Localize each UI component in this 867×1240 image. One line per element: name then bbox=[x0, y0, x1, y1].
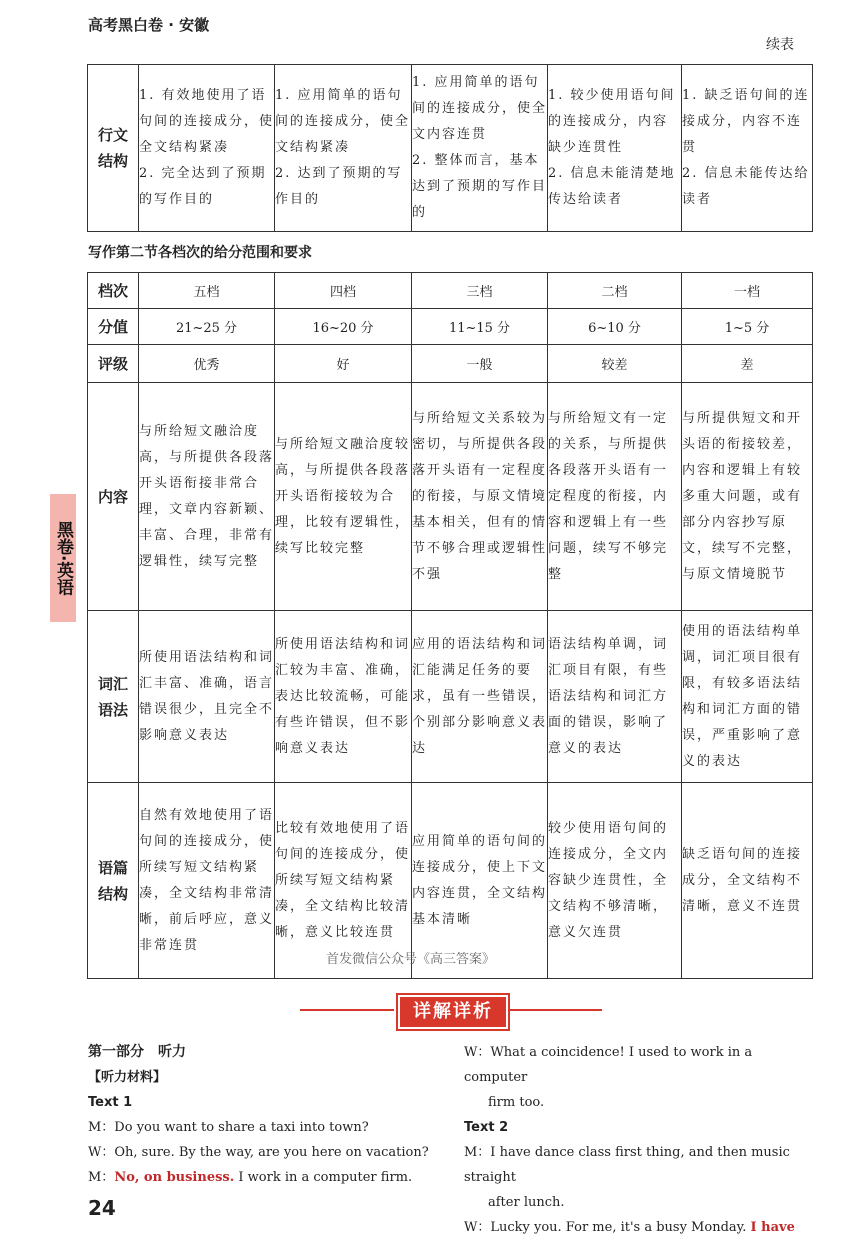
row-header-discourse: 语篇 结构 bbox=[88, 783, 139, 979]
continued-label: 续表 bbox=[766, 37, 794, 53]
table-cell: 与所给短文融洽度较高，与所提供各段落开头语衔接较为合理，比较有逻辑性，续写比较完整 bbox=[275, 383, 412, 611]
table-cell: 语法结构单调，词汇项目有限，有些语法结构和词汇方面的错误，影响了意义的表达 bbox=[548, 611, 682, 783]
table-cell: 应用的语法结构和词汇能满足任务的要求，虽有一些错误，个别部分影响意义表达 bbox=[412, 611, 548, 783]
table-cell: 与所提供短文和开头语的衔接较差，内容和逻辑上有较多重大问题，或有部分内容抄写原文，续写不完整，与原文情境脱节 bbox=[682, 383, 813, 611]
row-header-score: 分值 bbox=[88, 309, 139, 345]
text1-heading: Text 1 bbox=[88, 1095, 133, 1110]
score-cell: 21~25 分 bbox=[139, 309, 275, 345]
table-cell: 与所给短文有一定的关系，与所提供各段落开头语有一定程度的衔接，内容和逻辑上有一些问题，续写不够完整 bbox=[548, 383, 682, 611]
row-header-grade: 评级 bbox=[88, 345, 139, 383]
answer-highlight: I have bbox=[750, 1220, 795, 1235]
table-cell: 1. 缺乏语句间的连接成分，内容不连贯 2. 信息未能传达给读者 bbox=[682, 65, 813, 232]
section-banner: 详解详析 bbox=[398, 995, 508, 1029]
grade-cell: 优秀 bbox=[139, 345, 275, 383]
table-row bbox=[88, 65, 813, 232]
level-cell: 四档 bbox=[275, 273, 412, 309]
score-cell: 6~10 分 bbox=[548, 309, 682, 345]
watermark: 首发微信公众号《高三答案》 bbox=[326, 952, 496, 967]
table-cell: 1. 应用简单的语句间的连接成分，使全文内容连贯 2. 整体而言，基本达到了预期的写作目的 bbox=[412, 65, 548, 232]
dialogue-line-cont: after lunch. bbox=[488, 1195, 565, 1210]
part-heading: 第一部分 听力 bbox=[88, 1044, 186, 1060]
table-cell: 较少使用语句间的连接成分，全文内容缺少连贯性，全文结构不够清晰，意义欠连贯 bbox=[548, 783, 682, 979]
score-cell: 1~5 分 bbox=[682, 309, 813, 345]
table-cell: 1. 较少使用语句间的连接成分，内容缺少连贯性 2. 信息未能清楚地传达给读者 bbox=[548, 65, 682, 232]
table-cell: 所使用语法结构和词汇丰富、准确，语言错误很少，且完全不影响意义表达 bbox=[139, 611, 275, 783]
dialogue-line: W：Lucky you. For me, it's a busy Monday. I have bbox=[464, 1220, 795, 1235]
table-cell: 与所给短文关系较为密切，与所提供各段落开头语有一定程度的衔接，与原文情境基本相关，但有的情节不够合理或逻辑性不强 bbox=[412, 383, 548, 611]
level-cell: 一档 bbox=[682, 273, 813, 309]
row-header-level: 档次 bbox=[88, 273, 139, 309]
left-column bbox=[88, 1040, 448, 1190]
level-cell: 三档 bbox=[412, 273, 548, 309]
table-cell: 使用的语法结构单调，词汇项目很有限，有较多语法结构和词汇方面的错误，严重影响了意义的表达 bbox=[682, 611, 813, 783]
table-row bbox=[88, 273, 813, 309]
sidebar-tab: 黑卷·英语 bbox=[50, 494, 76, 622]
table-continued bbox=[87, 64, 813, 232]
right-column bbox=[464, 1040, 814, 1240]
row-header-content: 内容 bbox=[88, 383, 139, 611]
grade-cell: 好 bbox=[275, 345, 412, 383]
table-row bbox=[88, 345, 813, 383]
header-title: 高考黑白卷 · 安徽 bbox=[88, 16, 210, 34]
table-row bbox=[88, 611, 813, 783]
page-number: 24 bbox=[88, 1196, 116, 1220]
dialogue-line-cont: firm too. bbox=[488, 1095, 545, 1110]
grade-cell: 一般 bbox=[412, 345, 548, 383]
banner-rule-right bbox=[508, 1009, 602, 1011]
table-cell: 比较有效地使用了语句间的连接成分，使所续写短文结构紧凑，全文结构比较清晰，意义比较连贯 bbox=[275, 783, 412, 979]
table-cell: 所使用语法结构和词汇较为丰富、准确，表达比较流畅，可能有些许错误，但不影响意义表达 bbox=[275, 611, 412, 783]
table-cell: 1. 应用简单的语句间的连接成分，使全文结构紧凑 2. 达到了预期的写作目的 bbox=[275, 65, 412, 232]
text2-heading: Text 2 bbox=[464, 1120, 509, 1135]
row-header-structure: 行文 结构 bbox=[88, 65, 139, 232]
dialogue-line: M：I have dance class first thing, and then music straight bbox=[464, 1145, 790, 1185]
score-cell: 16~20 分 bbox=[275, 309, 412, 345]
table-cell: 自然有效地使用了语句间的连接成分，使所续写短文结构紧凑，全文结构非常清晰，前后呼应，意义非常连贯 bbox=[139, 783, 275, 979]
banner-rule-left bbox=[300, 1009, 394, 1011]
dialogue-line: M：Do you want to share a taxi into town? bbox=[88, 1120, 369, 1135]
row-header-grammar: 词汇 语法 bbox=[88, 611, 139, 783]
table-row bbox=[88, 383, 813, 611]
level-cell: 五档 bbox=[139, 273, 275, 309]
table-cell: 应用简单的语句间的连接成分，使上下文内容连贯，全文结构基本清晰 bbox=[412, 783, 548, 979]
scoring-table bbox=[87, 272, 813, 979]
grade-cell: 较差 bbox=[548, 345, 682, 383]
level-cell: 二档 bbox=[548, 273, 682, 309]
dialogue-line: W：Oh, sure. By the way, are you here on vacation? bbox=[88, 1145, 429, 1160]
table-cell: 与所给短文融洽度高，与所提供各段落开头语衔接非常合理，文章内容新颖、丰富、合理，非常有逻辑性，续写完整 bbox=[139, 383, 275, 611]
table-cell: 缺乏语句间的连接成分，全文结构不清晰，意义不连贯 bbox=[682, 783, 813, 979]
dialogue-line: W：What a coincidence! I used to work in a computer bbox=[464, 1045, 753, 1085]
table-cell: 1. 有效地使用了语句间的连接成分，使全文结构紧凑 2. 完全达到了预期的写作目的 bbox=[139, 65, 275, 232]
section-title: 写作第二节各档次的给分范围和要求 bbox=[88, 245, 312, 261]
dialogue-line: M：No, on business. I work in a computer firm. bbox=[88, 1170, 413, 1185]
score-cell: 11~15 分 bbox=[412, 309, 548, 345]
grade-cell: 差 bbox=[682, 345, 813, 383]
material-heading: 【听力材料】 bbox=[88, 1070, 167, 1085]
answer-highlight: No, on business. bbox=[114, 1170, 235, 1185]
table-row bbox=[88, 309, 813, 345]
